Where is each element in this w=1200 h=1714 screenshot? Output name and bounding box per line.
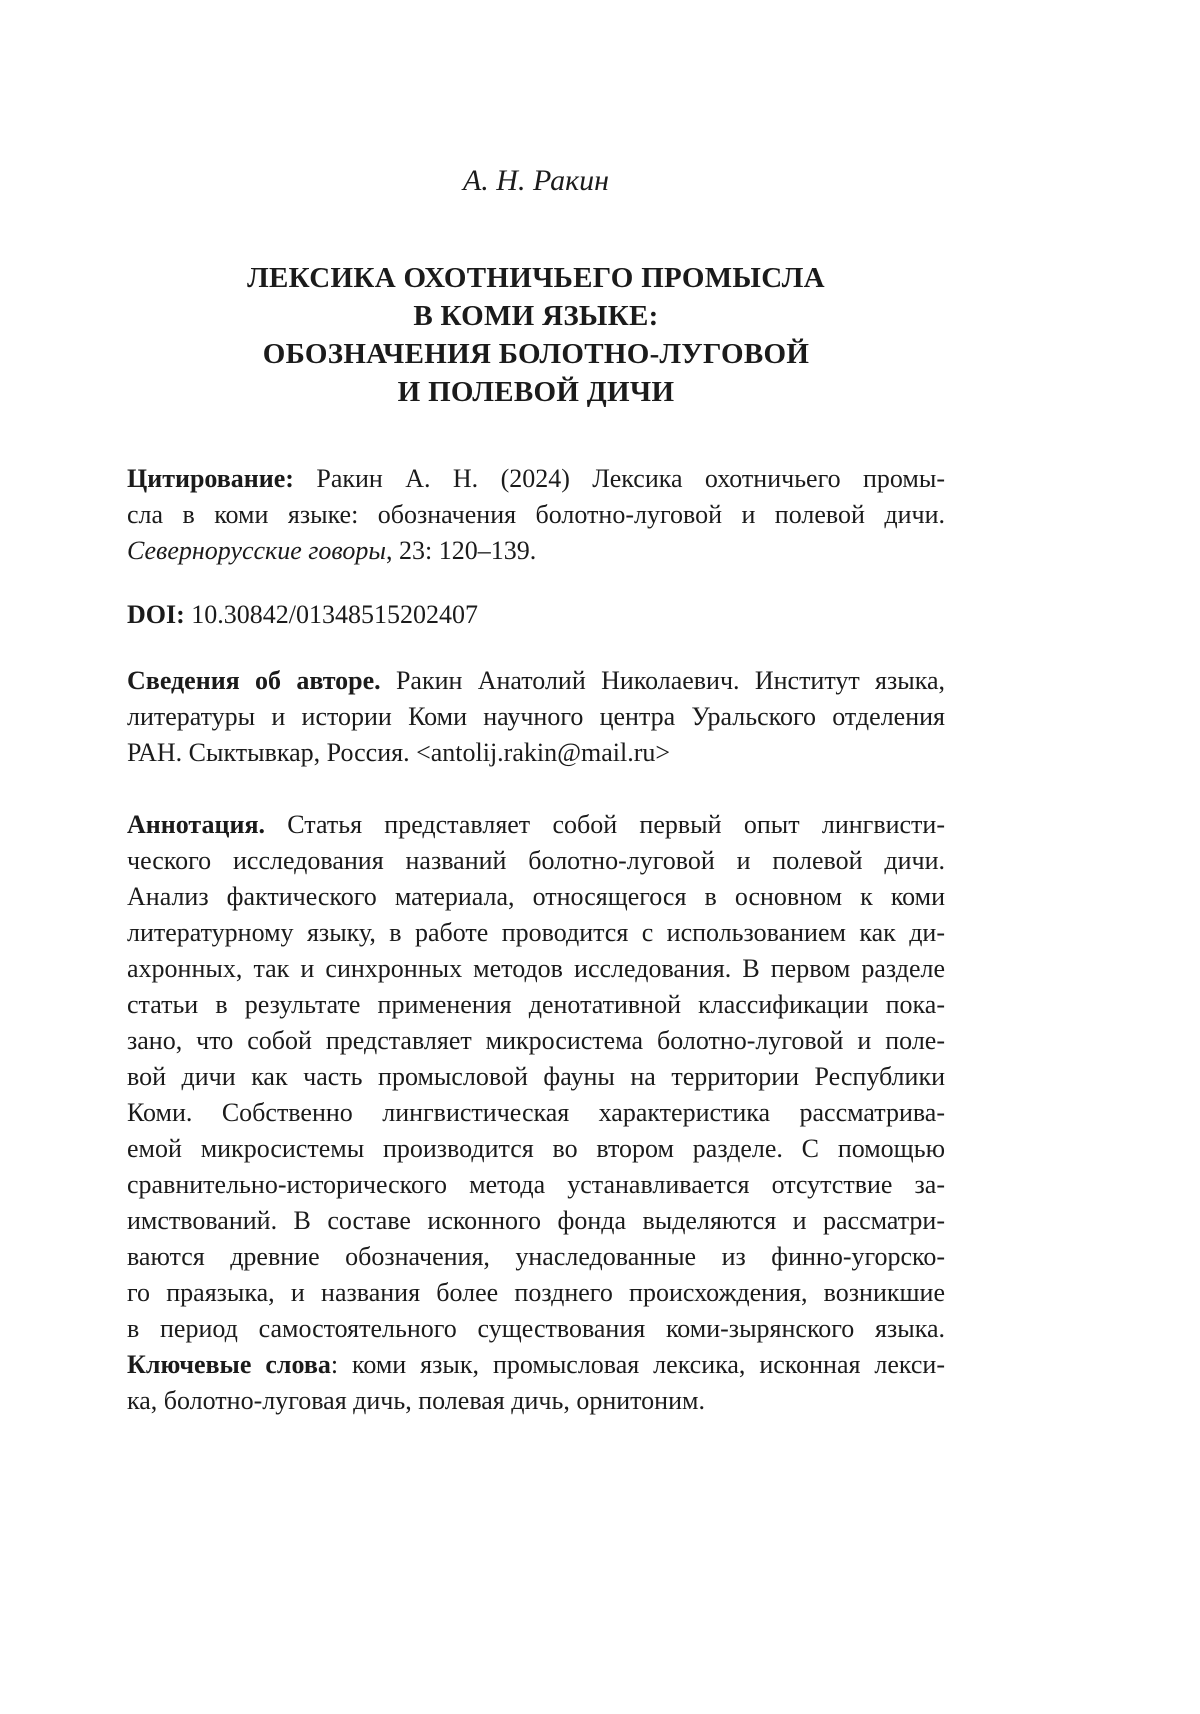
- text: : коми язык, промысловая лексика, исконная лекси-: [330, 1350, 946, 1379]
- text-line: [127, 1311, 945, 1347]
- title-line: В КОМИ ЯЗЫКЕ:: [413, 300, 659, 332]
- text: литературному языку, в работе проводится с использованием как ди-: [127, 918, 945, 947]
- text: го праязыка, и названия более позднего происхождения, возникшие: [127, 1278, 945, 1307]
- text-line: [127, 699, 945, 735]
- text: ческого исследования названий болотно-луговой и полевой дичи.: [127, 846, 945, 875]
- abstract-paragraph: [127, 807, 945, 1419]
- text: сравнительно-исторического метода устанавливается отсутствие за-: [127, 1170, 945, 1199]
- text-line: [127, 1347, 945, 1383]
- text: в период самостоятельного существования коми-зырянского языка.: [127, 1314, 945, 1343]
- text: ахронных, так и синхронных методов исследования. В первом разделе: [127, 954, 945, 983]
- text-line: [127, 735, 945, 771]
- title-line: И ПОЛЕВОЙ ДИЧИ: [397, 376, 675, 408]
- text-line: [127, 1059, 945, 1095]
- bold-text: Цитирование:: [127, 464, 317, 493]
- citation-paragraph: [127, 461, 945, 569]
- text-line: [127, 663, 945, 699]
- text: , 23: 120–139.: [385, 536, 537, 565]
- text-line: [127, 879, 945, 915]
- text-line: [127, 497, 945, 533]
- title-line: ОБОЗНАЧЕНИЯ БОЛОТНО-ЛУГОВОЙ: [262, 338, 810, 370]
- text: Ракин А. Н. (2024) Лексика охотничьего промы-: [316, 464, 946, 493]
- text: сла в коми языке: обозначения болотно-луговой и полевой дичи.: [127, 500, 945, 529]
- text: РАН. Сыктывкар, Россия. <antolij.rakin@mail.ru>: [127, 738, 671, 767]
- text: литературы и истории Коми научного центра Уральского отделения: [127, 702, 945, 731]
- doi-paragraph: [127, 597, 945, 633]
- page-content: [127, 0, 945, 1419]
- text: ка, болотно-луговая дичь, полевая дичь, орнитоним.: [127, 1386, 705, 1415]
- article-title: [127, 259, 945, 411]
- text: статьи в результате применения денотативной классификации пока-: [127, 990, 945, 1019]
- text-line: [127, 1095, 945, 1131]
- text-line: [127, 807, 945, 843]
- text-line: [127, 1383, 945, 1419]
- text-line: [127, 951, 945, 987]
- text-line: [127, 533, 945, 569]
- text-line: [127, 1239, 945, 1275]
- text: Ракин Анатолий Николаевич. Институт языка,: [395, 666, 946, 695]
- author-info-paragraph: [127, 663, 945, 771]
- body-blocks: [127, 461, 945, 1419]
- text: ваются древние обозначения, унаследованные из финно-угорско-: [127, 1242, 945, 1271]
- bold-text: Ключевые слова: [127, 1350, 331, 1379]
- text: зано, что собой представляет микросистема болотно-луговой и поле-: [127, 1026, 945, 1055]
- author-heading: А. Н. Ракин: [462, 164, 610, 197]
- text: имствований. В составе исконного фонда выделяются и рассматри-: [127, 1206, 945, 1235]
- text-line: [127, 1167, 945, 1203]
- title-line: ЛЕКСИКА ОХОТНИЧЬЕГО ПРОМЫСЛА: [247, 262, 825, 294]
- text: Статья представляет собой первый опыт лингвисти-: [287, 810, 945, 839]
- text: вой дичи как часть промысловой фауны на территории Республики: [127, 1062, 945, 1091]
- bold-text: Аннотация.: [127, 810, 288, 839]
- text-line: [127, 915, 945, 951]
- text-line: [127, 1275, 945, 1311]
- text: Анализ фактического материала, относящегося в основном к коми: [127, 882, 945, 911]
- text: Коми. Собственно лингвистическая характеристика рассматрива-: [127, 1098, 945, 1127]
- bold-text: DOI:: [127, 600, 192, 629]
- text: емой микросистемы производится во втором разделе. С помощью: [127, 1134, 945, 1163]
- text-line: [127, 1023, 945, 1059]
- text-line: [127, 843, 945, 879]
- italic-text: Севернорусские говоры: [127, 536, 386, 565]
- bold-text: Сведения об авторе.: [127, 666, 396, 695]
- text-line: [127, 987, 945, 1023]
- text-line: [127, 597, 945, 633]
- text-line: [127, 1203, 945, 1239]
- text-line: [127, 1131, 945, 1167]
- text-line: [127, 461, 945, 497]
- text: 10.30842/01348515202407: [191, 600, 479, 629]
